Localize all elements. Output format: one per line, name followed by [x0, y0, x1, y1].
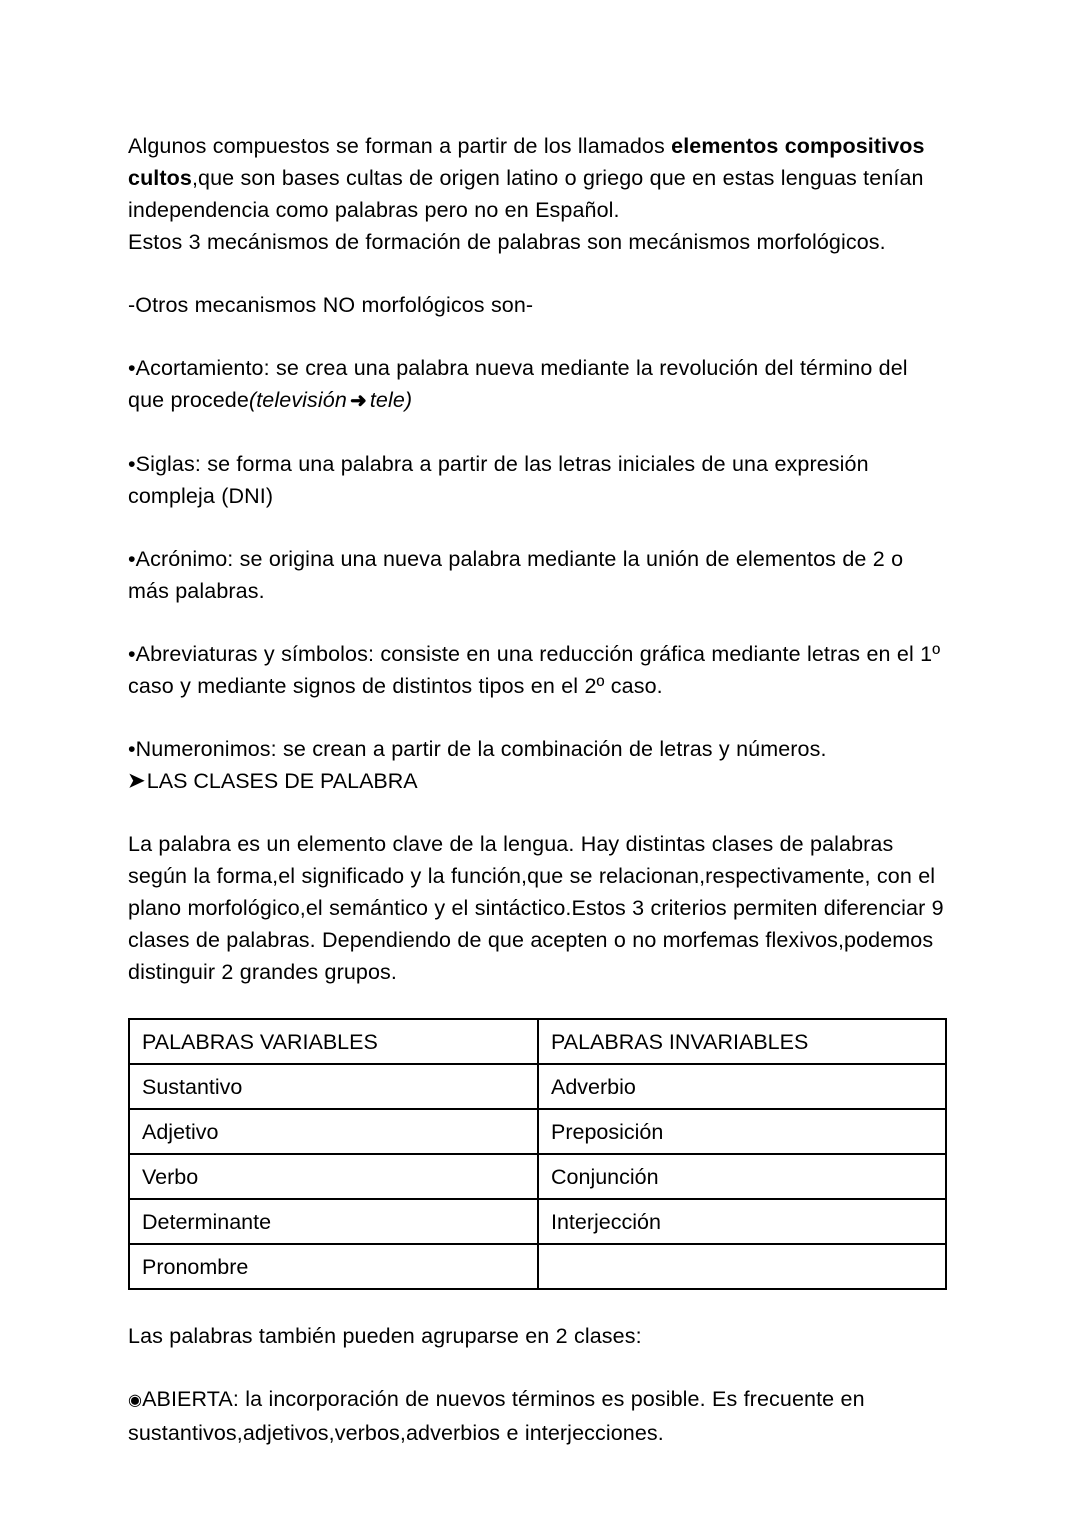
- palabras-table: [128, 1018, 947, 1290]
- table-cell-invariable: Adverbio: [538, 1064, 946, 1109]
- table-row: [129, 1064, 946, 1109]
- bullet-numeronimos: •Numeronimos: se crean a partir de la combinación de letras y números.: [128, 737, 827, 761]
- paragraph-otros-mecanismos: -Otros mecanismos NO morfológicos son-: [128, 293, 534, 317]
- table-cell-variable: Verbo: [129, 1154, 538, 1199]
- table-cell-empty: [538, 1244, 946, 1289]
- paragraph-compuestos: [128, 130, 945, 226]
- section-heading-clases-de-palabra: [128, 765, 945, 798]
- bullet-siglas: •Siglas: se forma una palabra a partir de las letras iniciales de una expresión compleja (DNI): [128, 452, 869, 508]
- arrowhead-bullet-icon: ➤: [128, 770, 145, 792]
- table-cell-invariable: Interjección: [538, 1199, 946, 1244]
- paragraph-dos-clases: Las palabras también pueden agruparse en 2 clases:: [128, 1324, 642, 1348]
- table-cell-variable: Determinante: [129, 1199, 538, 1244]
- bullet-acortamiento-example-close: tele): [369, 388, 413, 412]
- paragraph-compuestos-part1: Algunos compuestos se forman a partir de los llamados: [128, 134, 672, 158]
- table-header-variables: PALABRAS VARIABLES: [129, 1019, 538, 1064]
- bullet-acortamiento-text: •Acortamiento: se crea una palabra nueva mediante la revolución del término del que procede: [128, 356, 908, 412]
- paragraph-clases-de-palabras: La palabra es un elemento clave de la lengua. Hay distintas clases de palabras según la forma,el significado y la función,que se relacionan,respectivamente, con el plano morfológico,el semántico y el sintáctico.Estos 3 criterios permiten diferenciar 9 clases de palabras. Dependiendo de que acepten o no morfemas flexivos,podemos distinguir 2 grandes grupos.: [128, 832, 944, 984]
- table-cell-variable: Sustantivo: [129, 1064, 538, 1109]
- table-row: [129, 1244, 946, 1289]
- table-row: [129, 1154, 946, 1199]
- table-cell-invariable: Conjunción: [538, 1154, 946, 1199]
- bullet-acortamiento: [128, 352, 945, 417]
- bullet-abierta: [128, 1383, 945, 1449]
- bullet-acronimo: •Acrónimo: se origina una nueva palabra mediante la unión de elementos de 2 o más palabras.: [128, 547, 904, 603]
- table-row: [129, 1109, 946, 1154]
- table-cell-variable: Adjetivo: [129, 1109, 538, 1154]
- paragraph-compuestos-part2: ,que son bases cultas de origen latino o griego que en estas lenguas tenían independencia como palabras pero no en Español.: [128, 166, 924, 222]
- bullet-abreviaturas-simbolos: •Abreviaturas y símbolos: consiste en una reducción gráfica mediante letras en el 1º caso y mediante signos de distintos tipos en el 2º caso.: [128, 642, 941, 698]
- table-header-row: [129, 1019, 946, 1064]
- table-cell-variable: Pronombre: [129, 1244, 538, 1289]
- bold-elementos-compositivos-cultos: elementos compositivos cultos: [128, 134, 925, 190]
- table-cell-invariable: Preposición: [538, 1109, 946, 1154]
- table-row: [129, 1199, 946, 1244]
- section-heading-text: LAS CLASES DE PALABRA: [146, 769, 418, 793]
- bullet-abierta-text: ABIERTA: la incorporación de nuevos términos es posible. Es frecuente en sustantivos,adjetivos,verbos,adverbios e interjecciones.: [128, 1387, 865, 1445]
- circled-dot-bullet-icon: ◉: [128, 1392, 143, 1409]
- bullet-acortamiento-example-open: (televisión: [248, 388, 347, 412]
- paragraph-mecanismos-morfologicos: Estos 3 mecánismos de formación de palabras son mecánismos morfológicos.: [128, 230, 886, 254]
- table-header-invariables: PALABRAS INVARIABLES: [538, 1019, 946, 1064]
- right-arrow-icon: ➜: [349, 390, 367, 412]
